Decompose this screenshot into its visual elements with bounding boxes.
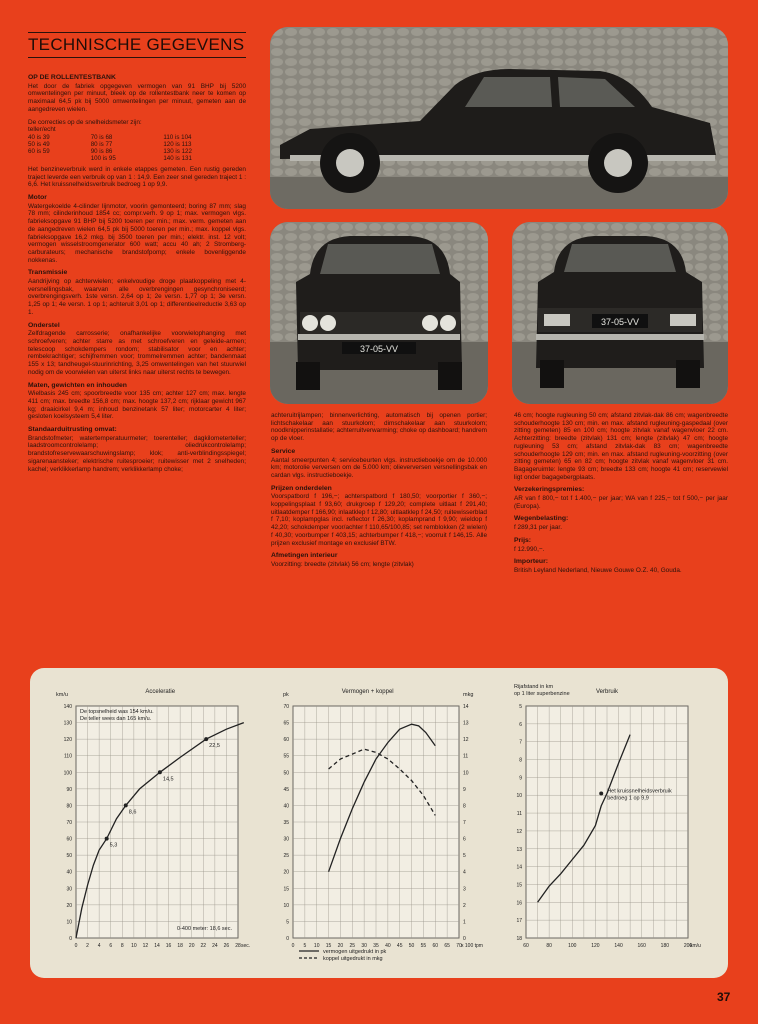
accel-y-tick: 0 xyxy=(69,936,72,942)
power-x-tick: 25 xyxy=(349,943,356,949)
correction-cell: 80 is 77 xyxy=(90,140,113,148)
power-x-tick: 50 xyxy=(408,943,415,949)
fuel-marker xyxy=(599,791,603,795)
correction-cell: 60 is 59 xyxy=(28,147,50,155)
accel-x-tick: 20 xyxy=(188,943,195,949)
fuel-y-tick: 18 xyxy=(516,936,522,942)
section-heading-prijzen: Prijzen onderdelen xyxy=(271,484,332,492)
fuel-annotation: Het kruissnelheidsverbruik xyxy=(607,788,672,795)
section-heading-rollentestbank: OP DE ROLLENTESTBANK xyxy=(28,74,116,81)
power-x-tick: 30 xyxy=(361,943,367,949)
accel-annotation: 0-400 meter: 18,6 sec. xyxy=(176,926,232,932)
accel-y-tick: 40 xyxy=(66,869,72,876)
power-y-tick-left: 35 xyxy=(283,820,289,826)
correction-cell: 140 is 131 xyxy=(163,154,192,162)
section-heading-standaard: Standaarduitrusting omvat: xyxy=(28,426,117,434)
accel-annotation: De teller wees dan 165 km/u. xyxy=(80,716,152,722)
page-title: TECHNISCHE GEGEVENS xyxy=(28,32,246,58)
fuel-ylabel: Rijafstand in km xyxy=(514,684,554,690)
afmetingen-text: Voorzitting: breedte (zitvlak) 56 cm; lengte (zitvlak) xyxy=(271,560,414,568)
power-y-tick-right: 0 xyxy=(463,936,466,942)
fuel-x-tick: 80 xyxy=(546,943,552,949)
section-heading-transmissie: Transmissie xyxy=(28,269,68,277)
correction-cell: 120 is 113 xyxy=(163,140,192,148)
power-y-tick-left: 25 xyxy=(283,853,289,860)
fuel-y-tick: 17 xyxy=(516,918,522,925)
car-front-photo xyxy=(270,222,488,404)
accel-x-tick: 22 xyxy=(200,943,207,949)
right-column xyxy=(514,412,728,580)
accel-y-tick: 70 xyxy=(66,820,72,826)
power-y-tick-left: 40 xyxy=(283,803,289,810)
fuel-y-tick: 12 xyxy=(516,828,522,835)
power-y-tick-right: 4 xyxy=(463,869,466,876)
accel-x-tick: 4 xyxy=(97,943,101,949)
accel-x-tick: 26 xyxy=(223,943,230,949)
power-y-tick-right: 12 xyxy=(463,737,469,744)
power-y-tick-left: 30 xyxy=(283,836,289,843)
fuel-x-tick: 180 xyxy=(660,943,670,949)
fuel-x-tick: 160 xyxy=(637,943,646,949)
transmissie-text: Aandrijving op achterwielen; enkelvoudige droge plaatkoppeling met 4-versnellingsbak, waarvan alle overbrengingen gesynchroniseerd; overbrengingsverh. 1ste versn. 2,64 op 1; 2e versn. 1,77 op 1; 3e versn. 1,25 op 1; 4e versn. 1 op 1; achteruit 3,01 op 1; differentieelreductie 3,63 op 1. xyxy=(28,278,246,316)
accel-y-tick: 100 xyxy=(63,770,72,777)
accel-y-tick: 130 xyxy=(63,720,72,727)
accel-y-tick: 30 xyxy=(66,886,72,893)
accel-data-label: 14,5 xyxy=(162,776,174,783)
wegenbelasting-text: f 289,31 per jaar. xyxy=(514,524,562,532)
section-heading-onderstel: Onderstel xyxy=(28,321,60,329)
verzekering-text: AR van f 800,− tot f 1.400,− per jaar; WA van f 225,− tot f 500,− per jaar (Europa). xyxy=(514,495,728,510)
fuel-title: Verbruik xyxy=(595,689,619,695)
fuel-xlabel: km/u xyxy=(690,943,701,949)
section-heading-afmetingen: Afmetingen interieur xyxy=(271,552,338,560)
correction-cell: 40 is 39 xyxy=(28,133,50,141)
power-y-tick-left: 50 xyxy=(283,770,289,777)
fuel-y-tick: 10 xyxy=(516,793,522,800)
fuel-y-tick: 15 xyxy=(516,882,522,889)
power-title: Vermogen + koppel xyxy=(341,689,394,695)
fuel-y-tick: 9 xyxy=(519,775,522,782)
fuel-x-tick: 140 xyxy=(614,943,623,949)
accel-y-tick: 10 xyxy=(66,919,72,926)
correction-cell: 90 is 86 xyxy=(90,147,113,155)
fuel-x-tick: 60 xyxy=(523,943,529,949)
power-ylabel-left: pk xyxy=(283,692,289,698)
accel-marker xyxy=(158,770,162,774)
correction-row xyxy=(28,155,246,162)
accel-y-tick: 120 xyxy=(63,737,72,744)
accel-x-tick: 28 xyxy=(235,943,241,949)
power-x-tick: 65 xyxy=(444,943,450,949)
accel-x-tick: 2 xyxy=(86,943,89,949)
power-y-tick-right: 14 xyxy=(463,704,469,710)
power-y-tick-right: 10 xyxy=(463,770,469,777)
fuel-y-tick: 8 xyxy=(519,757,522,764)
power-y-tick-right: 5 xyxy=(463,853,466,860)
power-x-tick: 15 xyxy=(325,943,332,949)
rollentestbank-text: Het door de fabriek opgegeven vermogen van 91 BHP bij 5200 omwentelingen per minuut, bleek op de rollentestbank neer te komen op maximaal 64,5 pk bij 5000 omwentelingen per minuut, gemeten aan de aangedreven wielen. xyxy=(28,82,246,113)
car-rear-photo xyxy=(512,222,728,404)
power-y-tick-right: 11 xyxy=(463,753,469,760)
accel-marker xyxy=(124,803,128,807)
power-xlabel: x 100 tpm xyxy=(461,943,483,949)
power-y-tick-left: 10 xyxy=(283,902,289,909)
fuel-y-tick: 13 xyxy=(516,846,522,853)
section-heading-motor: Motor xyxy=(28,194,47,202)
correction-cell xyxy=(28,155,91,162)
power-x-tick: 45 xyxy=(396,943,403,949)
correction-cell: 110 is 104 xyxy=(163,133,192,141)
section-heading-verzekering: Verzekeringspremies: xyxy=(514,486,585,494)
correction-cell: 70 is 68 xyxy=(90,133,113,141)
accel-title: Acceleratie xyxy=(145,689,176,695)
power-y-tick-left: 65 xyxy=(283,720,289,727)
prijzen-text: Voorspatbord f 196,−; achterspatbord f 180,50; voorportier f 360,−; koppelingsplaat f 93,60; drukgroep f 129,20; complete uitlaat f 291,40; uitlaatdemper f 166,90; inlaatklep f 12,80; uitlaatklep f 24,50; ruitewisserblad f 7,10; koplampglas incl. reflector f 26,30; koplamprand f 9,90; wieldop f 42,20; schokdemper voor/achter f 110,65/100,85; set remblokken (2 wielen) f 40,30; voorbumper f 403,15; achterbumper f 418,−; voorruit f 146,15. Alle prijzen exclusief montage en exclusief BTW. xyxy=(271,493,487,547)
power-x-tick: 35 xyxy=(373,943,379,949)
power-y-tick-left: 0 xyxy=(286,936,289,942)
correction-row xyxy=(28,141,246,148)
rear-license-plate: 37-05-VV xyxy=(600,317,640,327)
power-y-tick-right: 3 xyxy=(463,886,466,893)
power-y-tick-left: 55 xyxy=(283,753,289,760)
power-y-tick-right: 1 xyxy=(463,919,466,926)
power-x-tick: 40 xyxy=(385,943,391,949)
accel-xlabel: sec. xyxy=(241,943,251,949)
fuel-x-tick: 120 xyxy=(591,943,600,949)
fuel-y-tick: 6 xyxy=(519,721,522,728)
charts-svg xyxy=(30,668,728,978)
standaard-text: Brandstofmeter; watertemperatuurmeter; toerenteller; dagkilometerteller; laadstroomcontrolelamp; oliedrukcontrolelamp; brandstofreservewaarschuwingslamp; klok; anti-verblindingsspiegel; sigarenaansteker; elektrische ruitesproeier; ruitewisser met 2 snelheden; kachel; verklikkerlamp handrem; verklikkerlamp choke; xyxy=(28,434,246,473)
power-x-tick: 70 xyxy=(456,943,462,949)
power-y-tick-right: 2 xyxy=(463,902,466,909)
prijs-text: f 12.990,−. xyxy=(514,545,545,553)
fuel-y-tick: 11 xyxy=(516,811,522,818)
motor-text: Watergekoelde 4-cilinder lijnmotor, voorin gemonteerd; boring 87 mm; slag 78 mm; cilinderinhoud 1854 cc; compr.verh. 9 op 1; max. vermogen vlgs. fabrieksopgave 91 BHP bij 5200 toeren per min.; max. verm. gemeten aan de aangedreven wielen 64,5 pk bij 5000 toeren per min.; max. koppel vlgs. fabrieksopgave 16,2 mkg. bij 3500 toeren per min.; elektr. inst. 12 volt; vermogen wisselstroomgenerator 600 watt; accu 40 ah; 2 Stromberg-carburateurs; mechanische brandstofpomp; enkele bovenliggende nokkenas. xyxy=(28,202,246,264)
fuel-ylabel: op 1 liter superbenzine xyxy=(514,691,570,697)
power-x-tick: 10 xyxy=(313,943,320,949)
power-x-tick: 0 xyxy=(291,943,295,949)
power-y-tick-left: 45 xyxy=(283,786,289,793)
section-heading-maten: Maten, gewichten en inhouden xyxy=(28,381,127,389)
service-text: Aantal smeerpunten 4; servicebeurten vlgs. instructieboekje om de 10.000 km; motorolie verversen om de 5.000 km; olieverversen versnellingsbak en cardan vlgs. instructieboekje. xyxy=(271,456,487,479)
correction-cell: 100 is 95 xyxy=(90,154,116,162)
left-column xyxy=(28,72,246,478)
importeur-text: British Leyland Nederland, Nieuwe Gouwe O.Z. 40, Gouda. xyxy=(514,566,682,574)
accel-x-tick: 12 xyxy=(142,943,149,949)
fuel-x-tick: 200 xyxy=(683,943,693,949)
middle-continued-text: achteruitrijlampen; binnenverlichting, automatisch bij openen portier; lichtschakelaar aan stuurkolom; dimschakelaar aan stuurkolom; noodknipperinstallatie; achterruitverwarming; choke op dashboard; handrem op de vloer. xyxy=(271,412,487,443)
section-heading-wegenbelasting: Wegenbelasting: xyxy=(514,515,569,523)
power-y-tick-right: 7 xyxy=(463,820,466,826)
power-x-tick: 60 xyxy=(432,943,439,949)
accel-data-label: 8,6 xyxy=(128,809,137,816)
onderstel-text: Zelfdragende carrosserie; onafhankelijke voorwielophanging met schroefveren; achter starre as met schroefveren en geleide-armen; telescoop schokdempers rondom; stabilisator voor en achter; rembekrachtiger; schijfremmen voor; trommelremmen achter; bandenmaat 155 x 13; tandheugel-stuurinrichting, 3,25 omwentelingen van het stuurwiel nodig om de voorwielen van uiterst links naar uiterst rechts te bewegen. xyxy=(28,330,246,376)
correction-cell: 50 is 49 xyxy=(28,140,50,148)
page-number: 37 xyxy=(717,990,731,1004)
fuel-y-tick: 14 xyxy=(516,864,522,871)
graph-panel xyxy=(30,668,728,978)
correction-cell: 130 is 122 xyxy=(163,147,192,155)
accel-x-tick: 6 xyxy=(109,943,113,949)
power-ylabel-right: mkg xyxy=(463,692,474,698)
section-heading-prijs: Prijs: xyxy=(514,536,531,544)
accel-x-tick: 0 xyxy=(74,943,78,949)
fuel-x-tick: 100 xyxy=(568,943,577,949)
benzine-text: Het benzineverbruik werd in enkele etappes gemeten. Een rustig gereden traject leverde een verbruik op van 1 : 14,9. Een zeer snel gereden traject 1 : 6,6. Het kruissnelheidsverbruik bedroeg 1 op 9,9. xyxy=(28,165,246,189)
power-y-tick-left: 15 xyxy=(283,886,289,893)
power-y-tick-left: 5 xyxy=(286,919,289,926)
accel-y-tick: 90 xyxy=(66,786,72,793)
maten-text: Wielbasis 245 cm; spoorbreedte voor 135 cm; achter 127 cm; max. lengte 411 cm; max. breedte 156,8 cm; max. hoogte 137,2 cm; rijklaar gewicht 967 kg; draaicirkel 9,4 m; inhoud benzinetank 57 liter; motorcarter 4 liter; gesloten koelsysteem 5,4 liter. xyxy=(28,390,246,421)
fuel-y-tick: 5 xyxy=(519,704,522,710)
power-y-tick-right: 9 xyxy=(463,786,466,793)
power-y-tick-left: 20 xyxy=(283,869,289,876)
section-heading-importeur: Importeur: xyxy=(514,558,548,566)
power-legend-koppel: koppel uitgedrukt in mkg xyxy=(323,956,383,962)
power-y-tick-left: 60 xyxy=(283,737,289,744)
accel-y-tick: 110 xyxy=(64,753,72,760)
power-legend-vermogen: vermogen uitgedrukt in pk xyxy=(323,949,387,955)
accel-data-label: 5,3 xyxy=(109,842,118,849)
section-heading-service: Service xyxy=(271,447,296,455)
power-y-tick-right: 8 xyxy=(463,803,466,810)
speedometer-correction-table xyxy=(28,134,246,162)
correction-row xyxy=(28,134,246,141)
accel-x-tick: 16 xyxy=(165,943,172,949)
accel-y-tick: 50 xyxy=(66,853,72,860)
accel-x-tick: 8 xyxy=(120,943,124,949)
accel-y-tick: 140 xyxy=(63,704,72,710)
correction-row xyxy=(28,148,246,155)
accel-x-tick: 18 xyxy=(177,943,183,949)
accel-marker xyxy=(204,737,208,741)
right-continued-text: 46 cm; hoogte rugleuning 50 cm; afstand zitvlak-dak 86 cm; wagenbreedte schouderhoogte 130 cm; min. en max. afstand rugleuning-gaspedaal (over zitting gemeten) 85 en 100 cm; hoogte zitvlak vanaf wagenvloer 22 cm. Achterzitting: breedte (zitvlak) 131 cm; lengte (zitvlak) 47 cm; hoogte rugleuning 53 cm; afstand zitvlak-dak 83 cm; wagenbreedte schouderhoogte 129 cm; min. en max. afstand rugleuning-voorzitting (over zitting gemeten) 65 en 82 cm; hoogte zitvlak vanaf wagenvloer 31 cm. Bagageruimte: lengte 93 cm; breedte 133 cm; hoogte 41 cm; reservewiel ligt onder bagagebergplaats. xyxy=(514,412,728,481)
accel-y-tick: 20 xyxy=(66,902,72,909)
accel-y-tick: 80 xyxy=(66,803,72,810)
accel-x-tick: 24 xyxy=(212,943,218,949)
power-x-tick: 55 xyxy=(420,943,427,949)
fuel-y-tick: 16 xyxy=(516,900,522,907)
correcties-intro: De correcties op de snelheidsmeter zijn: xyxy=(28,118,142,126)
power-x-tick: 20 xyxy=(337,943,344,949)
power-y-tick-right: 13 xyxy=(463,720,469,727)
power-y-tick-right: 6 xyxy=(463,836,466,843)
car-side-photo xyxy=(270,27,728,209)
accel-data-label: 22,5 xyxy=(209,743,220,750)
accel-annotation: De topsnelheid was 154 km/u. xyxy=(80,709,154,715)
accel-x-tick: 14 xyxy=(154,943,160,949)
power-x-tick: 5 xyxy=(303,943,307,949)
middle-column xyxy=(271,412,487,574)
accel-y-tick: 60 xyxy=(66,836,72,843)
fuel-annotation: bedroeg 1 op 9,9 xyxy=(607,795,649,802)
front-license-plate: 37-05-VV xyxy=(359,344,399,354)
accel-ylabel: km/u xyxy=(56,692,68,698)
correcties-header: teller/echt xyxy=(28,126,56,134)
fuel-y-tick: 7 xyxy=(519,739,522,746)
power-y-tick-left: 70 xyxy=(283,704,289,710)
accel-x-tick: 10 xyxy=(131,943,137,949)
accel-marker xyxy=(105,837,109,841)
